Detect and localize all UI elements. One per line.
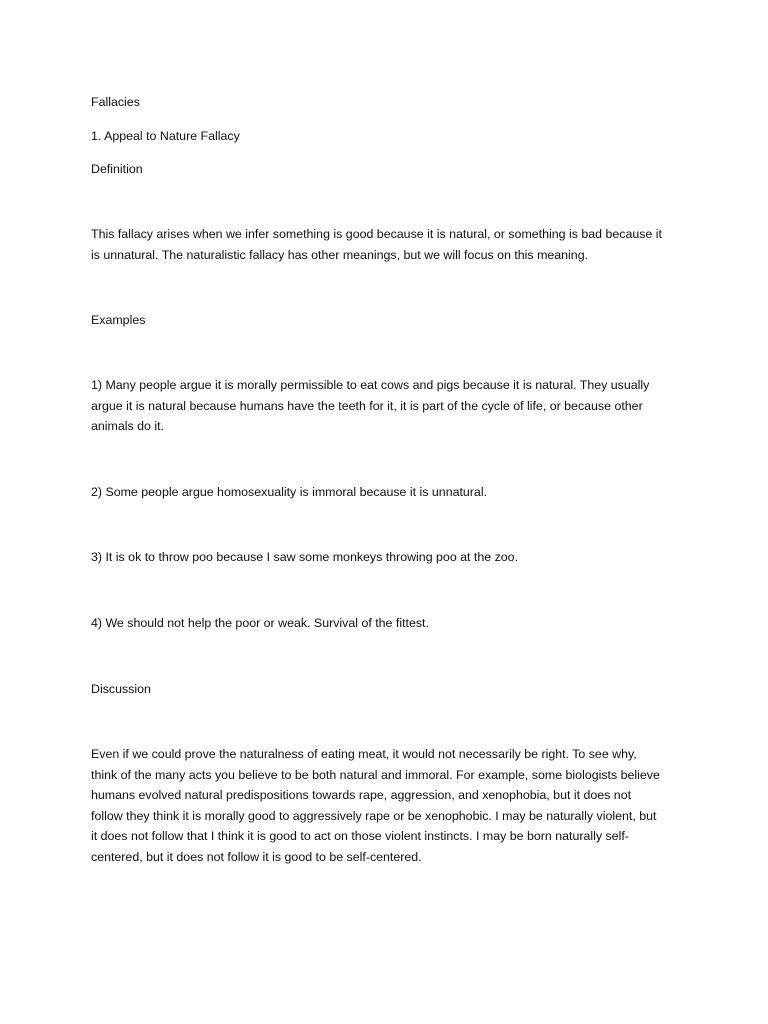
discussion-line: centered, but it does not follow it is good to be self-centered.	[91, 849, 422, 864]
document-title: Fallacies	[91, 95, 140, 109]
definition-line: This fallacy arises when we infer something is good because it is natural, or something is bad because it	[91, 227, 662, 241]
example-4: 4) We should not help the poor or weak. Survival of the fittest.	[91, 616, 429, 630]
definition-heading: Definition	[91, 162, 143, 176]
discussion-line: Even if we could prove the naturalness of eating meat, it would not necessarily be right. To see why,	[91, 747, 637, 761]
discussion-line: follow they think it is morally good to aggressively rape or be xenophobic. I may be naturally violent, but	[91, 808, 657, 823]
example-1-paragraph	[91, 375, 681, 437]
discussion-line: it does not follow that I think it is good to act on those violent instincts. I may be born naturally self-	[91, 829, 629, 843]
discussion-heading: Discussion	[91, 682, 151, 696]
discussion-line: humans evolved natural predispositions towards rape, aggression, and xenophobia, but it does not	[91, 788, 632, 802]
example-1-line: animals do it.	[91, 419, 165, 433]
example-3: 3) It is ok to throw poo because I saw some monkeys throwing poo at the zoo.	[91, 550, 519, 564]
discussion-line: think of the many acts you believe to be both natural and immoral. For example, some biologists believe	[91, 767, 660, 782]
example-2: 2) Some people argue homosexuality is immoral because it is unnatural.	[91, 485, 488, 499]
example-1-line: argue it is natural because humans have the teeth for it, it is part of the cycle of life, or because other	[91, 398, 643, 413]
section-heading: 1. Appeal to Nature Fallacy	[91, 129, 240, 143]
example-1-line: 1) Many people argue it is morally permissible to eat cows and pigs because it is natural. They usually	[91, 378, 650, 392]
examples-heading: Examples	[91, 313, 146, 327]
definition-line: is unnatural. The naturalistic fallacy has other meanings, but we will focus on this meaning.	[91, 247, 589, 262]
definition-paragraph	[91, 224, 681, 265]
discussion-paragraph	[91, 744, 681, 867]
